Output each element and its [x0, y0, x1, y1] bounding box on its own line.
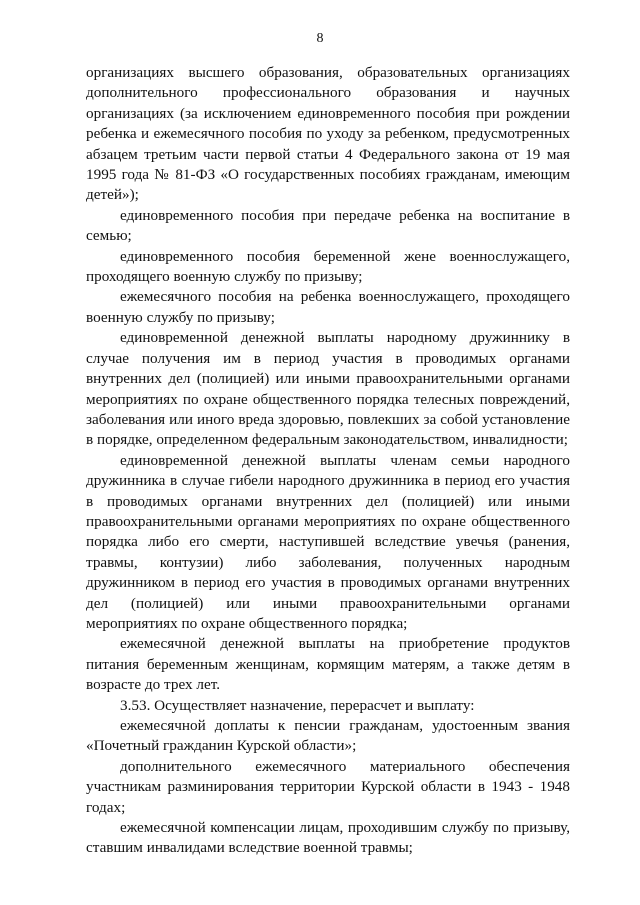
paragraph-item: ежемесячного пособия на ребенка военнослужащего, проходящего военную службу по призыву; [86, 288, 570, 326]
paragraph-continuation: организациях высшего образования, образовательных организациях дополнительного профессионального образования и научных организациях (за исключением единовременного пособия при рождении ребенка и ежемесячного пособия по уходу за ребенком, предусмотренных абзацем третьим части первой статьи 4 Федерального закона от 19 мая 1995 года № 81-ФЗ «О государственных пособиях гражданам, имеющим детей»); [86, 64, 570, 204]
paragraph-item: ежемесячной компенсации лицам, проходившим службу по призыву, ставшим инвалидами вследствие военной травмы; [86, 819, 570, 857]
document-body [86, 63, 570, 859]
paragraph-item: ежемесячной доплаты к пенсии гражданам, удостоенным звания «Почетный гражданин Курской области»; [86, 717, 570, 755]
section-heading-3-53: 3.53. Осуществляет назначение, перерасчет и выплату: [120, 696, 475, 714]
paragraph-item: ежемесячной денежной выплаты на приобретение продуктов питания беременным женщинам, кормящим матерям, а также детям в возрасте до трех лет. [86, 635, 570, 694]
paragraph-item: единовременной денежной выплаты членам семьи народного дружинника в случае гибели народного дружинника в период его участия в проводимых органами внутренних дел (полицией) или иными правоохранительными органами мероприятиях по охране общественного порядка либо его смерти, наступившей вследствие увечья (ранения, травмы, контузии) либо заболевания, полученных народным дружинником в период его участия в проводимых органами внутренних дел (полицией) или иными правоохранительными органами мероприятиях по охране общественного порядка; [86, 451, 570, 632]
paragraph-item: единовременной денежной выплаты народному дружиннику в случае получения им в период участия в проводимых органами внутренних дел (полицией) или иными правоохранительными органами мероприятиях по охране общественного порядка телесных повреждений, заболевания или иного вреда здоровью, повлекших за собой установление в порядке, определенном федеральным законодательством, инвалидности; [86, 329, 570, 449]
paragraph-item: единовременного пособия при передаче ребенка на воспитание в семью; [86, 206, 570, 245]
paragraph-item: единовременного пособия беременной жене военнослужащего, проходящего военную службу по призыву; [86, 247, 570, 286]
page-number: 8 [316, 31, 324, 46]
paragraph-item: дополнительного ежемесячного материального обеспечения участникам разминирования территории Курской области в 1943 - 1948 годах; [86, 757, 570, 816]
